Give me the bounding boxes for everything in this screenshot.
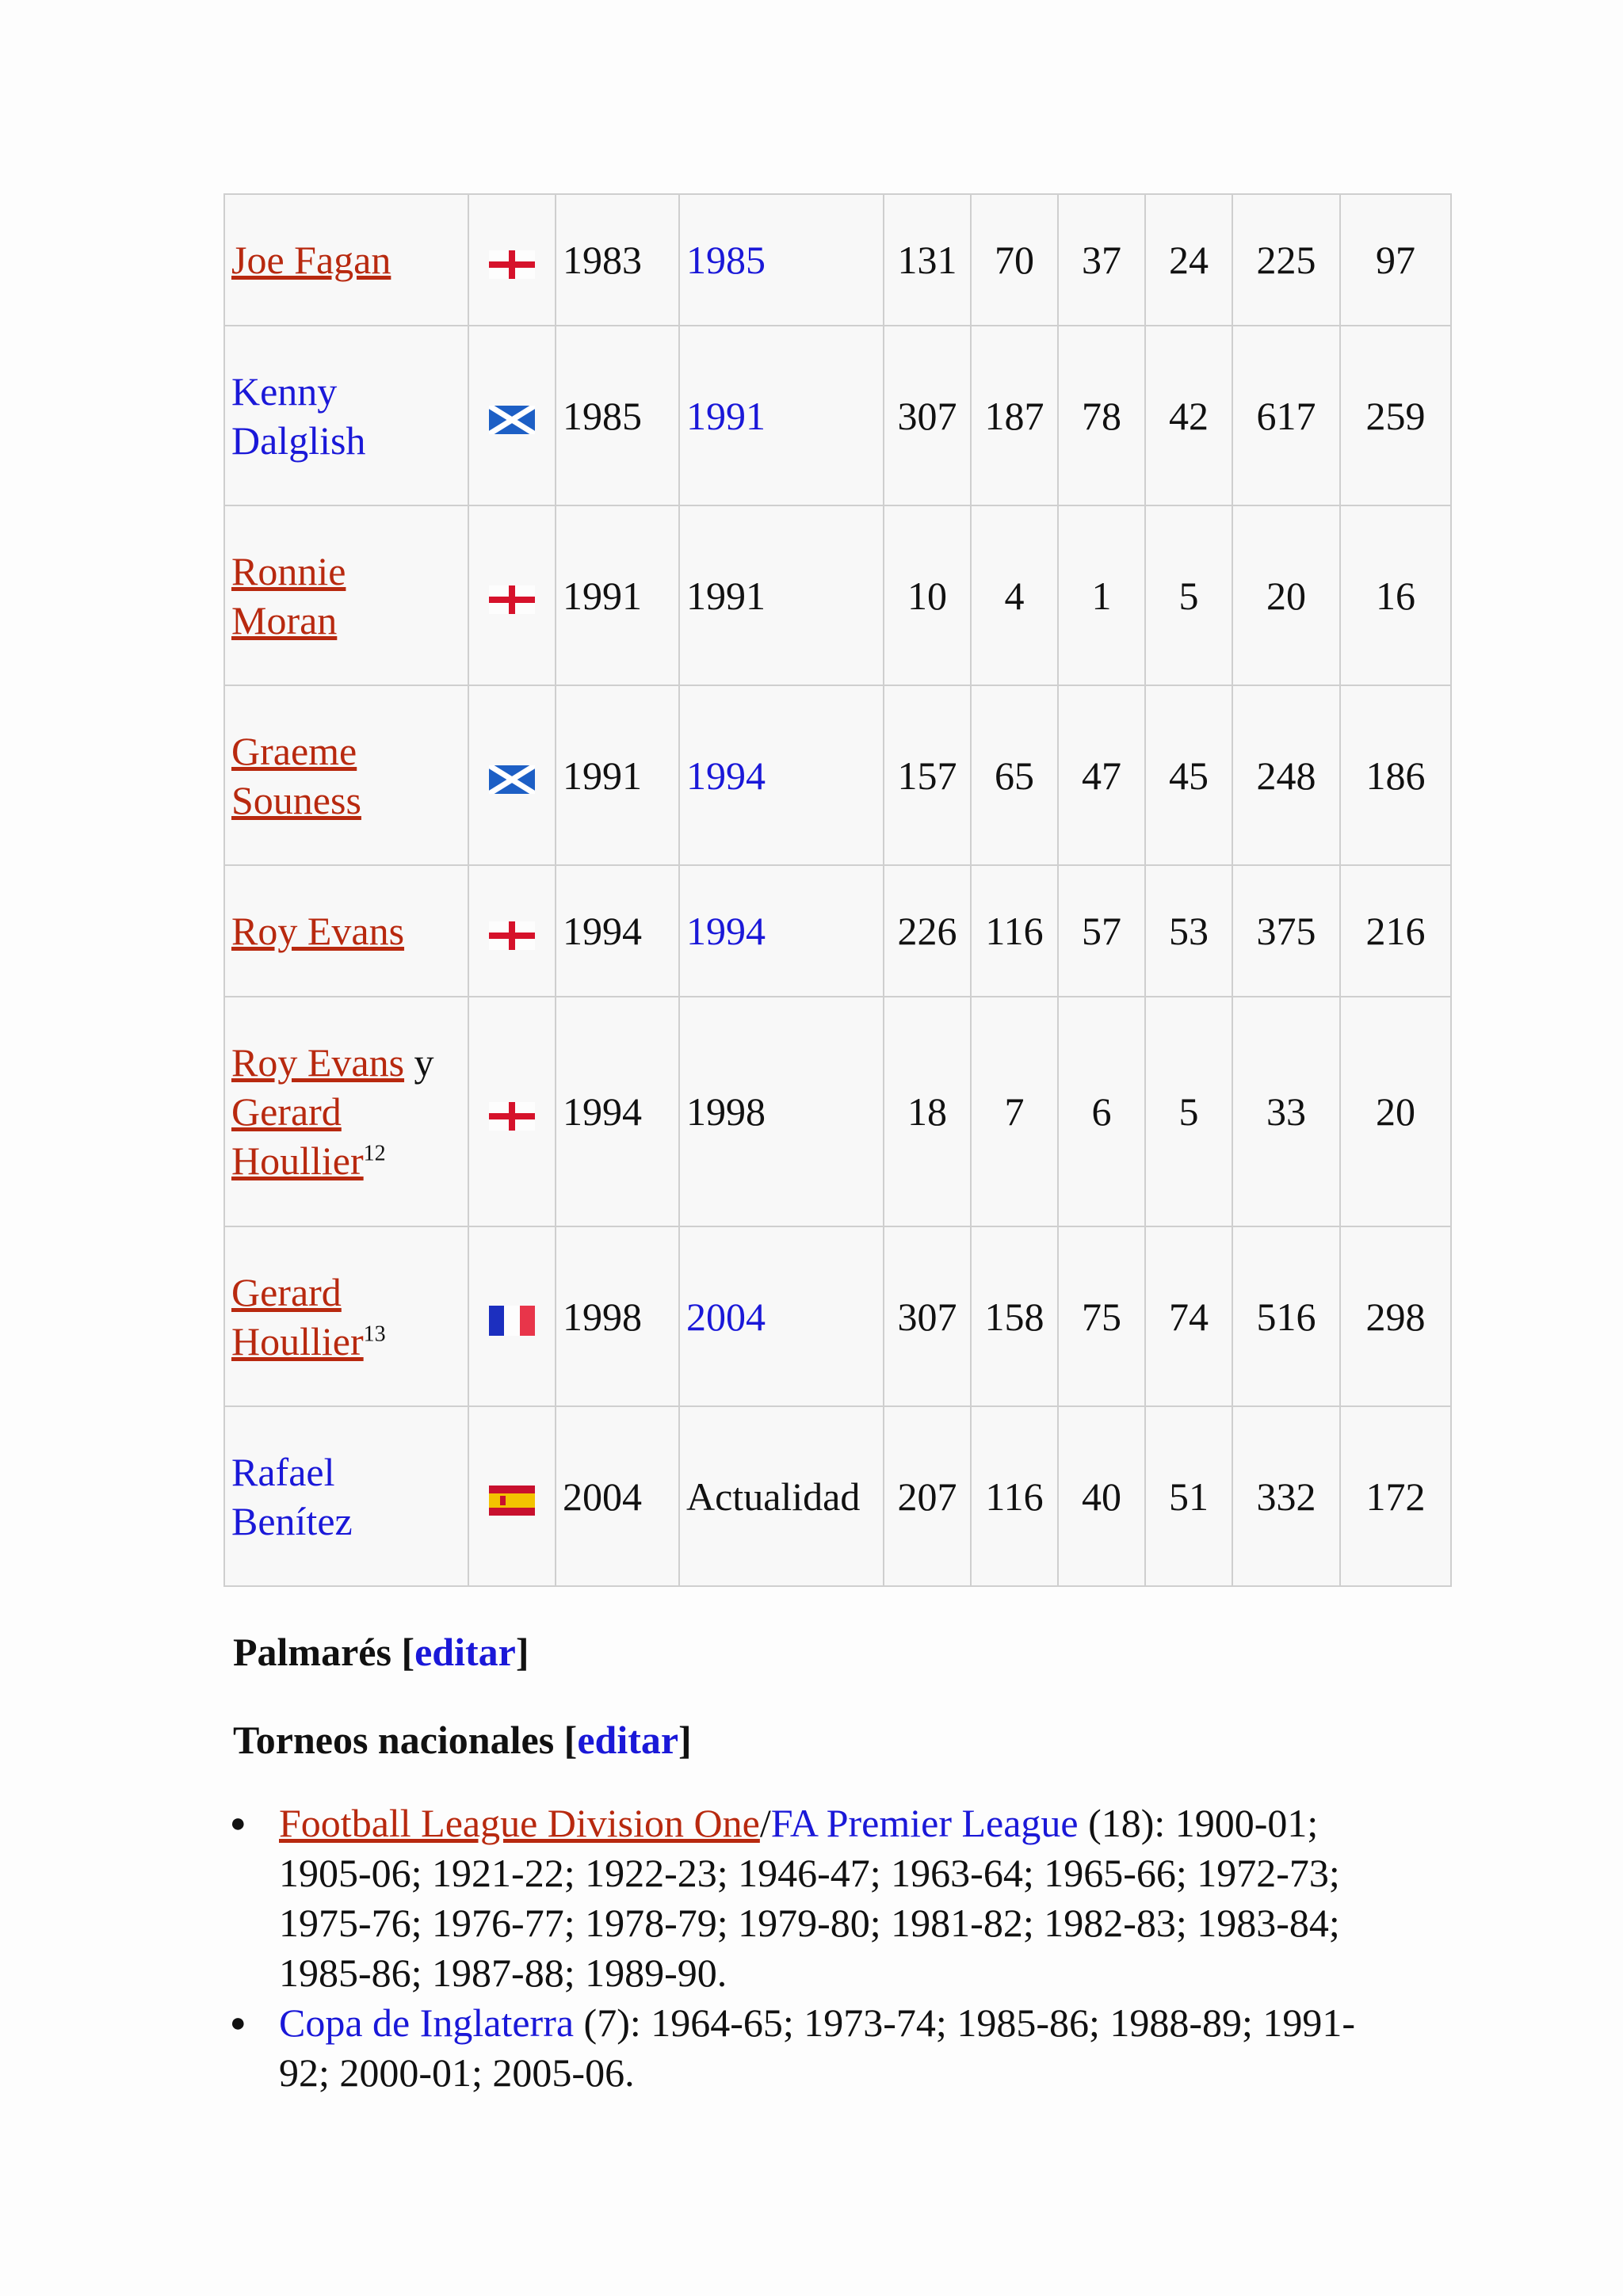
bullet-icon: ●	[230, 2008, 246, 2038]
year-to-link[interactable]: 1991	[686, 393, 766, 438]
manager-name-cell	[224, 505, 468, 685]
manager-link-graeme-souness[interactable]: Graeme Souness	[231, 728, 361, 822]
league-link[interactable]: Football League Division One	[279, 1801, 760, 1845]
stat-cell: 259	[1340, 326, 1451, 505]
manager-link-rafael-benitez[interactable]: Rafael Benítez	[231, 1449, 353, 1543]
stat-cell: 16	[1340, 505, 1451, 685]
premier-league-link[interactable]: FA Premier League	[770, 1801, 1079, 1845]
table-row	[224, 865, 1451, 997]
year-from: 1983	[556, 194, 679, 326]
stat-cell: 516	[1232, 1226, 1340, 1406]
footnote-ref[interactable]: 13	[363, 1321, 386, 1346]
year-from: 2004	[556, 1406, 679, 1586]
link-separator: /	[759, 1801, 771, 1845]
manager-link-gerard-houllier[interactable]: Gerard Houllier	[231, 1089, 364, 1183]
stat-cell: 45	[1145, 685, 1232, 865]
torneos-heading: Torneos nacionales [editar]	[233, 1718, 692, 1762]
manager-name-cell	[224, 1226, 468, 1406]
stat-cell: 78	[1058, 326, 1145, 505]
manager-name-cell	[224, 326, 468, 505]
nationality-cell	[468, 194, 556, 326]
manager-link-gerard-houllier[interactable]: Gerard Houllier	[231, 1269, 364, 1363]
table-row	[224, 505, 1451, 685]
table-row	[224, 194, 1451, 326]
manager-name-cell	[224, 685, 468, 865]
nationality-cell	[468, 685, 556, 865]
stat-cell: 157	[884, 685, 971, 865]
footnote-ref[interactable]: 12	[363, 1141, 386, 1166]
stat-cell: 97	[1340, 194, 1451, 326]
nationality-cell	[468, 505, 556, 685]
stat-cell: 74	[1145, 1226, 1232, 1406]
year-to: Actualidad	[679, 1406, 884, 1586]
year-to-link[interactable]: 1985	[686, 238, 766, 282]
stat-cell: 207	[884, 1406, 971, 1586]
stat-cell: 47	[1058, 685, 1145, 865]
table-row	[224, 1406, 1451, 1586]
spain-flag-icon	[489, 1486, 535, 1516]
stat-cell: 6	[1058, 997, 1145, 1226]
list-item	[230, 1998, 1404, 2098]
bullet-icon: ●	[230, 1809, 246, 1838]
stat-cell: 5	[1145, 997, 1232, 1226]
stat-cell: 225	[1232, 194, 1340, 326]
stat-cell: 116	[971, 865, 1058, 997]
year-to-link[interactable]: 1994	[686, 909, 766, 953]
stat-cell: 226	[884, 865, 971, 997]
scotland-flag-icon	[489, 765, 535, 794]
stat-cell: 158	[971, 1226, 1058, 1406]
table-row	[224, 685, 1451, 865]
edit-link[interactable]: editar	[577, 1718, 679, 1762]
year-to: 1998	[679, 997, 884, 1226]
edit-link[interactable]: editar	[414, 1630, 516, 1674]
year-from: 1991	[556, 685, 679, 865]
honours-list	[230, 1798, 1404, 2098]
stat-cell: 10	[884, 505, 971, 685]
palmares-heading: Palmarés [editar]	[233, 1630, 529, 1674]
stat-cell: 307	[884, 1226, 971, 1406]
year-from: 1994	[556, 997, 679, 1226]
stat-cell: 248	[1232, 685, 1340, 865]
england-flag-icon	[489, 921, 535, 950]
stat-cell: 216	[1340, 865, 1451, 997]
stat-cell: 18	[884, 997, 971, 1226]
nationality-cell	[468, 865, 556, 997]
year-from: 1998	[556, 1226, 679, 1406]
stat-cell: 42	[1145, 326, 1232, 505]
year-from: 1985	[556, 326, 679, 505]
stat-cell: 20	[1340, 997, 1451, 1226]
stat-cell: 187	[971, 326, 1058, 505]
france-flag-icon	[489, 1306, 535, 1336]
table-row	[224, 326, 1451, 505]
stat-cell: 53	[1145, 865, 1232, 997]
manager-name-cell	[224, 997, 468, 1226]
stat-cell: 332	[1232, 1406, 1340, 1586]
manager-name-cell	[224, 865, 468, 997]
stat-cell: 65	[971, 685, 1058, 865]
manager-link-joe-fagan[interactable]: Joe Fagan	[231, 238, 391, 282]
nationality-cell	[468, 997, 556, 1226]
stat-cell: 186	[1340, 685, 1451, 865]
england-flag-icon	[489, 250, 535, 279]
stat-cell: 7	[971, 997, 1058, 1226]
england-flag-icon	[489, 585, 535, 614]
manager-link-roy-evans[interactable]: Roy Evans	[231, 909, 405, 953]
stat-cell: 1	[1058, 505, 1145, 685]
nationality-cell	[468, 1226, 556, 1406]
stat-cell: 75	[1058, 1226, 1145, 1406]
stat-cell: 116	[971, 1406, 1058, 1586]
palmares-title: Palmarés	[233, 1630, 391, 1674]
year-to-link[interactable]: 1994	[686, 753, 766, 798]
stat-cell: 172	[1340, 1406, 1451, 1586]
honour-text: (7): 1964-65; 1973-74; 1985-86; 1988-89; 1991-92; 2000-01; 2005-06.	[279, 2000, 1356, 2095]
torneos-title: Torneos nacionales	[233, 1718, 555, 1762]
manager-link-kenny-dalglish[interactable]: Kenny Dalglish	[231, 368, 366, 463]
stat-cell: 33	[1232, 997, 1340, 1226]
stat-cell: 131	[884, 194, 971, 326]
scotland-flag-icon	[489, 406, 535, 434]
year-from: 1991	[556, 505, 679, 685]
stat-cell: 20	[1232, 505, 1340, 685]
stat-cell: 70	[971, 194, 1058, 326]
year-from: 1994	[556, 865, 679, 997]
stat-cell: 40	[1058, 1406, 1145, 1586]
table-row	[224, 997, 1451, 1226]
england-flag-icon	[489, 1102, 535, 1131]
stat-cell: 57	[1058, 865, 1145, 997]
fa-cup-link[interactable]: Copa de Inglaterra	[279, 2000, 575, 2045]
manager-name-cell	[224, 194, 468, 326]
stat-cell: 298	[1340, 1226, 1451, 1406]
stat-cell: 4	[971, 505, 1058, 685]
table-row	[224, 1226, 1451, 1406]
honour-text: (18): 1900-01; 1905-06; 1921-22; 1922-23; 1946-47; 1963-64; 1965-66; 1972-73; 1975-76; 1976-77; 1978-79; 1979-80; 1981-82; 1982-83; 1983-84; 1985-86; 1987-88; 1989-90.	[279, 1801, 1340, 1995]
stat-cell: 51	[1145, 1406, 1232, 1586]
stat-cell: 24	[1145, 194, 1232, 326]
stat-cell: 617	[1232, 326, 1340, 505]
list-item	[230, 1798, 1404, 1998]
stat-cell: 37	[1058, 194, 1145, 326]
stat-cell: 375	[1232, 865, 1340, 997]
nationality-cell	[468, 1406, 556, 1586]
manager-name-cell	[224, 1406, 468, 1586]
managers-table	[223, 193, 1452, 1587]
year-to: 1991	[679, 505, 884, 685]
nationality-cell	[468, 326, 556, 505]
name-conjunction: y	[404, 1040, 434, 1085]
stat-cell: 307	[884, 326, 971, 505]
manager-link-ronnie-moran[interactable]: Ronnie Moran	[231, 548, 346, 643]
stat-cell: 5	[1145, 505, 1232, 685]
year-to-link[interactable]: 2004	[686, 1294, 766, 1339]
manager-link-roy-evans[interactable]: Roy Evans	[231, 1040, 405, 1085]
